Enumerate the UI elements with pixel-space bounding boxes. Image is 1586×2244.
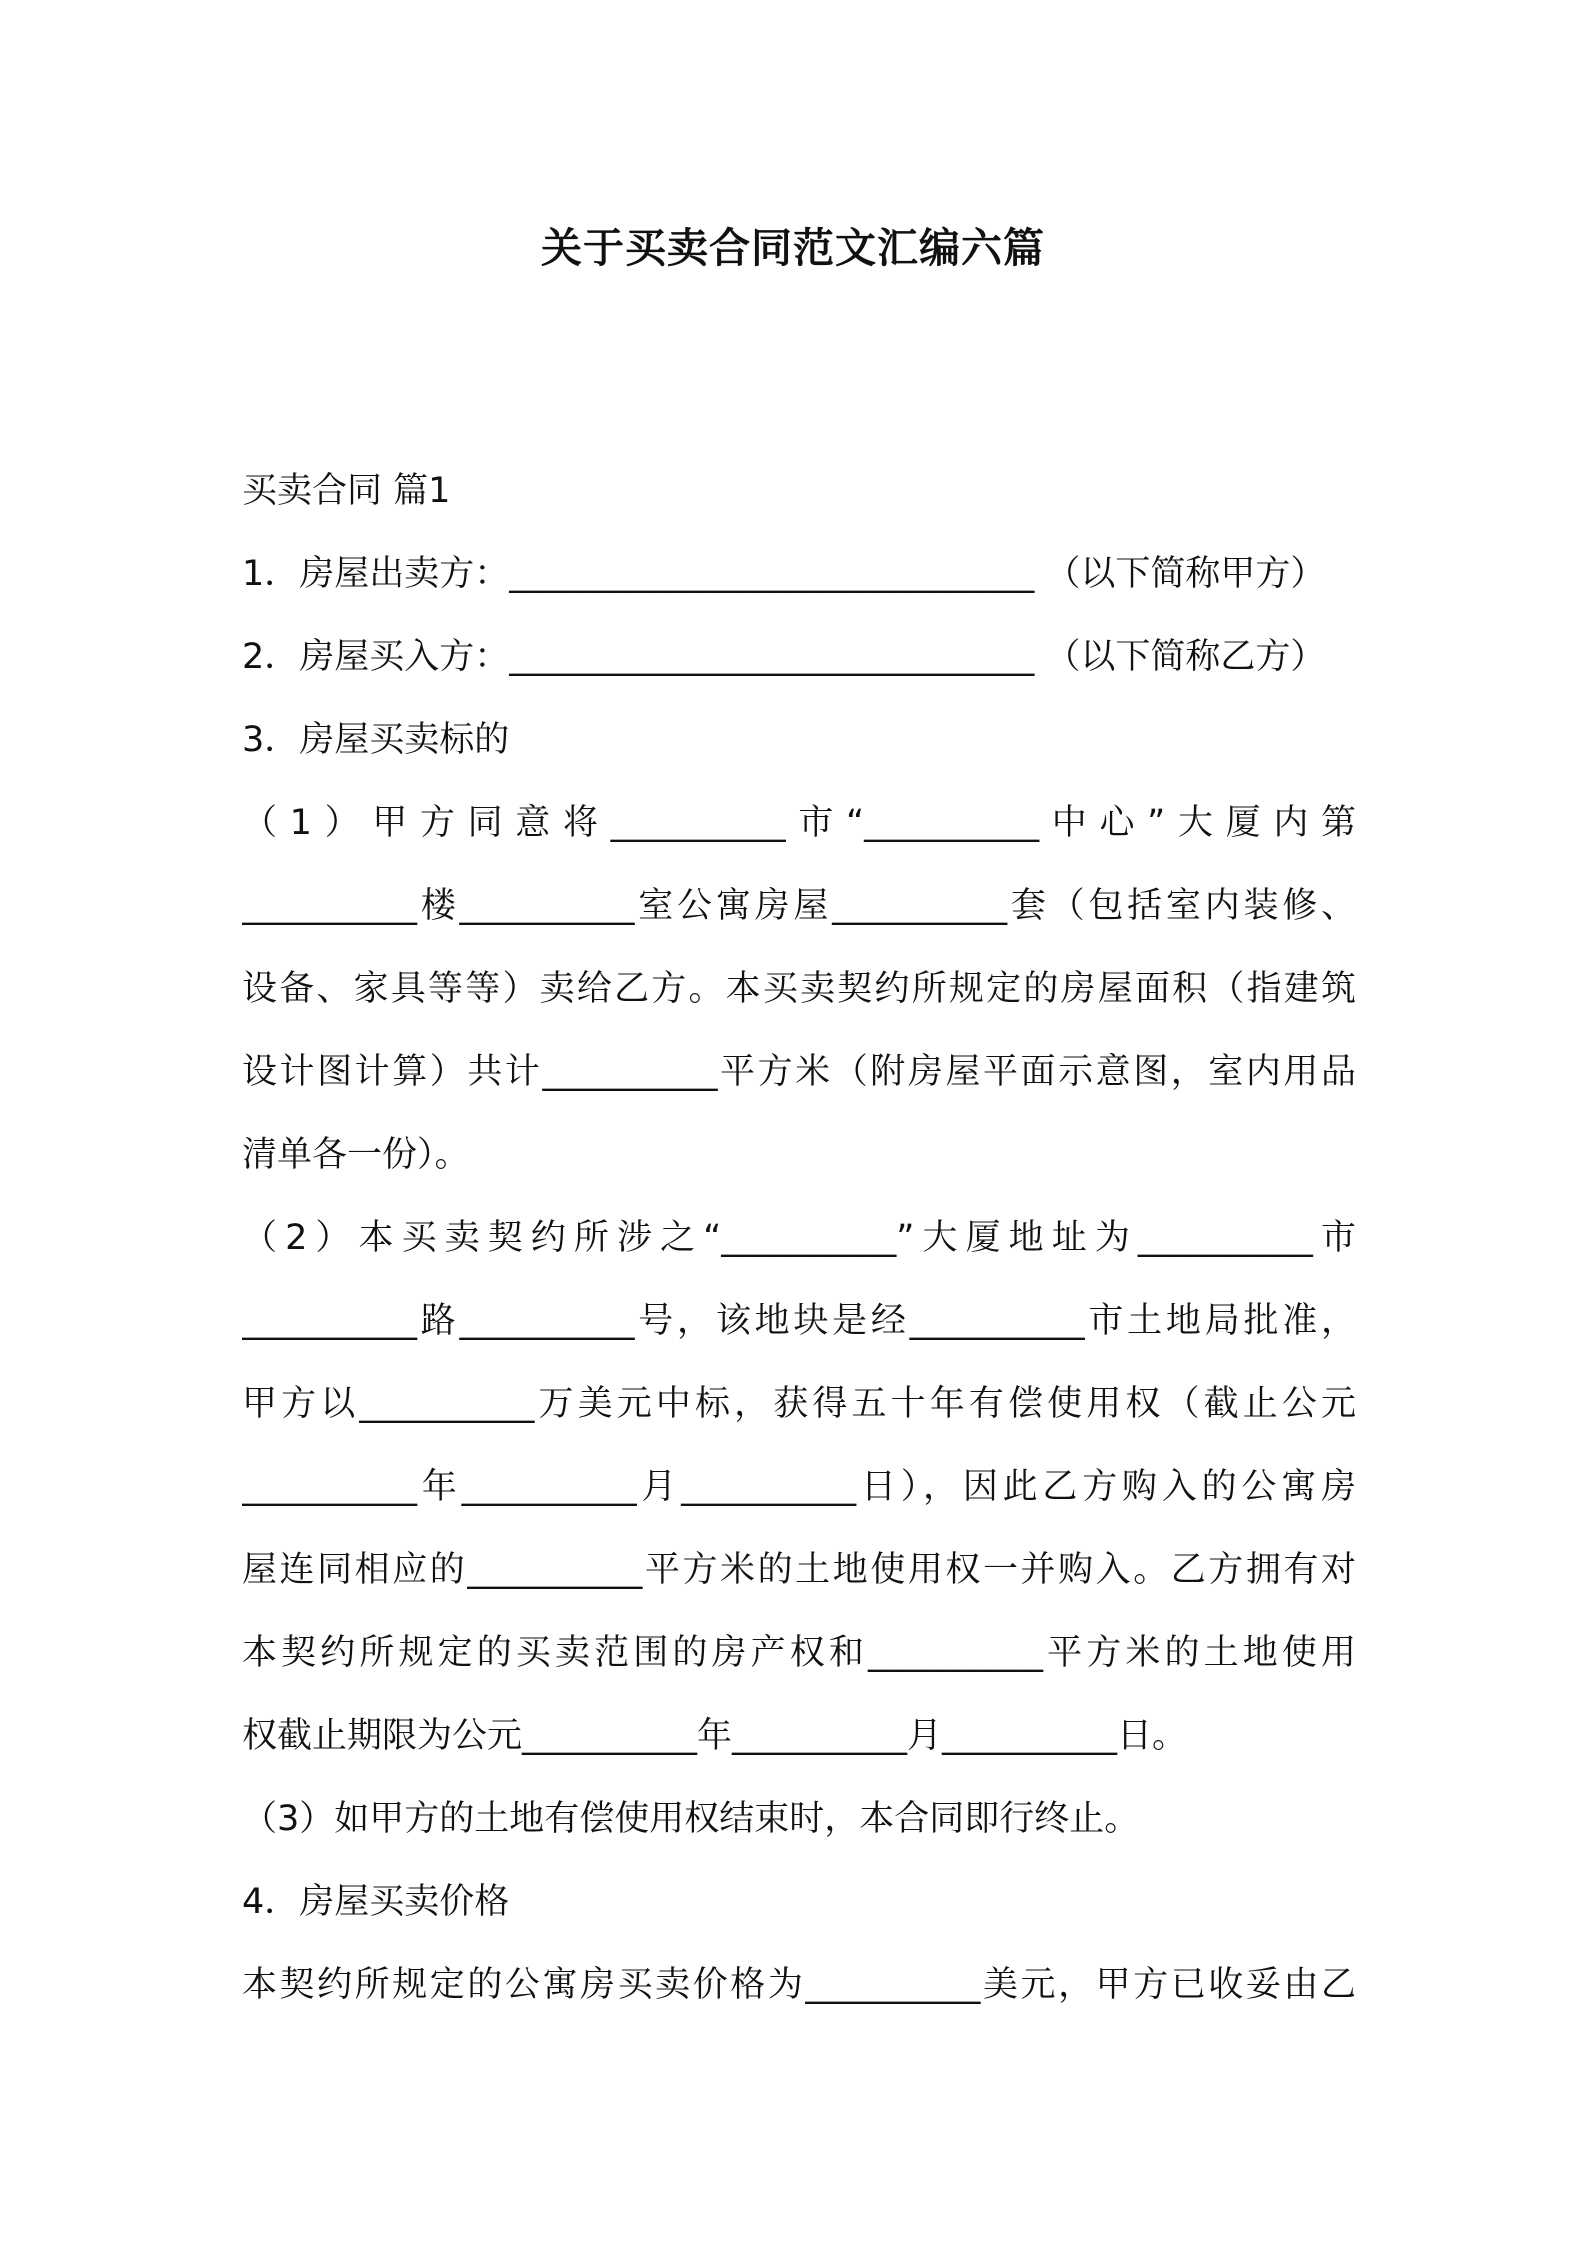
paragraph-line: 本契约所规定的公寓房买卖价格为__________美元，甲方已收妥由乙	[242, 1965, 1356, 2005]
paragraph-line: 设备、家具等等）卖给乙方。本买卖契约所规定的房屋面积（指建筑	[242, 969, 1356, 1009]
document-body	[242, 450, 1356, 2027]
paragraph-line: （1）甲方同意将__________市“__________中心”大厦内第	[242, 803, 1356, 843]
paragraph-line: 设计图计算）共计__________平方米（附房屋平面示意图，室内用品	[242, 1052, 1356, 1092]
paragraph-line: __________楼__________室公寓房屋__________套（包括室内装修、	[242, 886, 1356, 926]
clause-heading-subject: 3．房屋买卖标的	[242, 720, 510, 760]
document-title: 关于买卖合同范文汇编六篇	[541, 224, 1045, 272]
paragraph-line: 清单各一份）。	[242, 1135, 470, 1175]
paragraph-line: 屋连同相应的__________平方米的土地使用权一并购入。乙方拥有对	[242, 1550, 1356, 1590]
clause-seller: 1．房屋出卖方：______________________________ （以下简称甲方）	[242, 554, 1326, 594]
clause-buyer: 2．房屋买入方：______________________________ （以下简称乙方）	[242, 637, 1326, 677]
paragraph-line: __________年__________月__________日），因此乙方购入的公寓房	[242, 1467, 1356, 1507]
section-heading-contract-1: 买卖合同 篇1	[242, 471, 451, 511]
paragraph-line: 甲方以__________万美元中标，获得五十年有偿使用权（截止公元	[242, 1384, 1356, 1424]
paragraph-line: 权截止期限为公元__________年__________月__________日。	[242, 1716, 1188, 1756]
paragraph-line: （3）如甲方的土地有偿使用权结束时，本合同即行终止。	[242, 1799, 1140, 1839]
clause-heading-price: 4．房屋买卖价格	[242, 1882, 510, 1922]
paragraph-line: 本契约所规定的买卖范围的房产权和__________平方米的土地使用	[242, 1633, 1356, 1673]
paragraph-line: __________路__________号，该地块是经__________市土地局批准，	[242, 1301, 1356, 1341]
paragraph-line: （2）本买卖契约所涉之“__________”大厦地址为__________市	[242, 1218, 1356, 1258]
